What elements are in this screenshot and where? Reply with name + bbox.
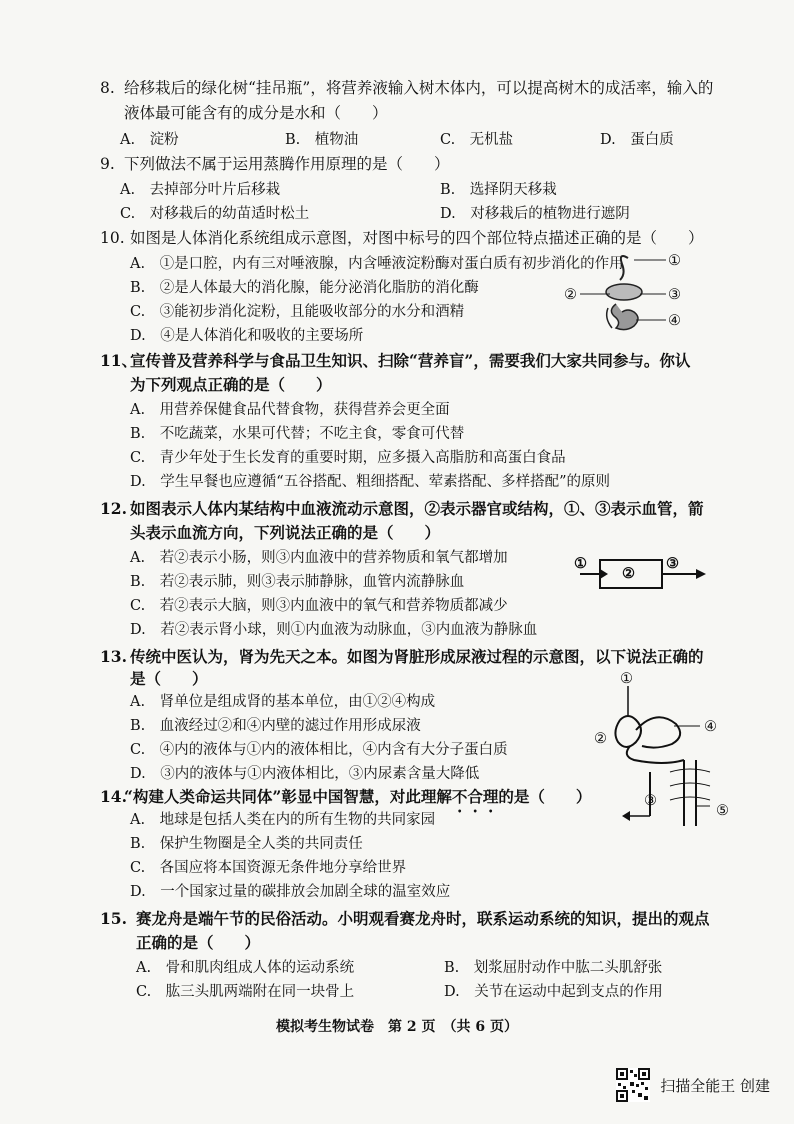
question-8-stem-line1: 给移栽后的绿化树“挂吊瓶”，将营养液输入树木体内，可以提高树木的成活率，输入的 <box>124 79 714 97</box>
digestive-label-4: ④ <box>668 313 681 329</box>
question-11-stem-line1: 宣传普及营养科学与食品卫生知识、扫除“营养盲”，需要我们大家共同参与。你认 <box>130 351 691 370</box>
page-footer: 模拟考生物试卷 第 2 页 （共 6 页） <box>276 1019 518 1035</box>
nephron-diagram <box>600 676 730 830</box>
question-9-option-a: A. 去掉部分叶片后移栽 <box>120 182 281 198</box>
question-11-stem-line2: 为下列观点正确的是（ ） <box>130 375 332 394</box>
question-12-option-b: B. 若②表示肺，则③表示肺静脉，血管内流静脉血 <box>130 574 465 590</box>
question-12-number: 12. <box>100 499 127 518</box>
nephron-label-4: ④ <box>704 719 717 735</box>
question-11-option-b: B. 不吃蔬菜，水果可代替；不吃主食，零食可代替 <box>130 426 465 442</box>
question-8-option-d: D. 蛋白质 <box>600 132 674 148</box>
question-10-option-d: D. ④是人体消化和吸收的主要场所 <box>130 328 364 344</box>
question-11-number: 11、 <box>100 351 138 370</box>
question-14-stem: “构建人类命运共同体”彰显中国智慧，对此理解不合理的是（ ） <box>124 787 592 806</box>
question-15-stem-line1: 赛龙舟是端午节的民俗活动。小明观看赛龙舟时，联系运动系统的知识，提出的观点 <box>136 909 710 928</box>
emphasized-phrase: 不合理 <box>451 787 499 806</box>
question-11-option-c: C. 青少年处于生长发育的重要时期，应多摄入高脂肪和高蛋白食品 <box>130 450 566 466</box>
question-13-option-b: B. 血液经过②和④内壁的滤过作用形成尿液 <box>130 718 421 734</box>
question-8-option-b: B. 植物油 <box>285 132 359 148</box>
question-10-number: 10. <box>100 229 125 247</box>
question-13-stem-line1: 传统中医认为，肾为先天之本。如图为肾脏形成尿液过程的示意图，以下说法正确的 <box>130 647 704 666</box>
question-9-stem: 下列做法不属于运用蒸腾作用原理的是（ ） <box>124 155 450 173</box>
question-10-option-c: C. ③能初步消化淀粉，且能吸收部分的水分和酒精 <box>130 304 465 320</box>
question-14-option-c: C. 各国应将本国资源无条件地分享给世界 <box>130 860 407 876</box>
question-14-option-b: B. 保护生物圈是全人类的共同责任 <box>130 836 363 852</box>
question-14-option-d: D. 一个国家过量的碳排放会加剧全球的温室效应 <box>130 884 451 900</box>
nephron-label-3: ③ <box>644 793 657 809</box>
question-15-option-d: D. 关节在运动中起到支点的作用 <box>444 984 663 1000</box>
scanner-watermark <box>616 1068 770 1102</box>
question-14-number: 14. <box>100 787 127 806</box>
blood-flow-label-1: ① <box>574 555 587 572</box>
question-13-option-d: D. ③内的液体与①内液体相比，③内尿素含量大降低 <box>130 766 480 782</box>
question-8-number: 8. <box>100 79 115 97</box>
question-11-option-d: D. 学生早餐也应遵循“五谷搭配、粗细搭配、荤素搭配、多样搭配”的原则 <box>130 474 611 490</box>
digestive-label-2: ② <box>564 287 577 303</box>
question-9-option-b: B. 选择阴天移栽 <box>440 182 557 198</box>
question-8-stem-line2: 液体最可能含有的成分是水和（ ） <box>124 104 388 122</box>
question-12-option-a: A. 若②表示小肠，则③内血液中的营养物质和氧气都增加 <box>130 550 508 566</box>
blood-flow-diagram <box>580 556 710 592</box>
question-10-stem: 如图是人体消化系统组成示意图，对图中标号的四个部位特点描述正确的是（ ） <box>130 229 704 247</box>
question-9-number: 9. <box>100 155 115 173</box>
question-14-option-a: A. 地球是包括人类在内的所有生物的共同家园 <box>130 812 436 828</box>
question-15-option-b: B. 划浆屈肘动作中肱二头肌舒张 <box>444 960 663 976</box>
question-13-option-a: A. 肾单位是组成肾的基本单位，由①②④构成 <box>130 694 436 710</box>
question-12-option-c: C. 若②表示大脑，则③内血液中的氧气和营养物质都减少 <box>130 598 508 614</box>
question-13-option-c: C. ④内的液体与①内的液体相比，④内含有大分子蛋白质 <box>130 742 508 758</box>
qr-code-icon <box>616 1068 650 1102</box>
question-11-option-a: A. 用营养保健食品代替食物，获得营养会更全面 <box>130 402 450 418</box>
question-12-option-d: D. 若②表示肾小球，则①内血液为动脉血，③内血液为静脉血 <box>130 622 538 638</box>
question-8-option-a: A. 淀粉 <box>120 132 179 148</box>
blood-flow-label-3: ③ <box>666 555 679 572</box>
nephron-label-5: ⑤ <box>716 803 729 819</box>
question-15-number: 15. <box>100 909 127 928</box>
question-15-stem-line2: 正确的是（ ） <box>136 933 261 952</box>
digestive-label-3: ③ <box>668 287 681 303</box>
question-9-option-c: C. 对移栽后的幼苗适时松土 <box>120 206 310 222</box>
question-15-option-c: C. 肱三头肌两端附在同一块骨上 <box>136 984 355 1000</box>
watermark-text: 扫描全能王 创建 <box>660 1076 770 1095</box>
question-10-option-b: B. ②是人体最大的消化腺，能分泌消化脂肪的消化酶 <box>130 280 479 296</box>
question-13-number: 13. <box>100 647 127 666</box>
question-9-option-d: D. 对移栽后的植物进行遮阴 <box>440 206 630 222</box>
digestive-label-1: ① <box>668 253 681 269</box>
nephron-label-1: ① <box>620 671 633 687</box>
blood-flow-label-2: ② <box>622 565 635 582</box>
question-12-stem-line1: 如图表示人体内某结构中血液流动示意图，②表示器官或结构，①、③表示血管，箭 <box>130 499 704 518</box>
question-13-stem-line2: 是（ ） <box>130 669 208 688</box>
question-15-option-a: A. 骨和肌肉组成人体的运动系统 <box>136 960 355 976</box>
nephron-label-2: ② <box>594 731 607 747</box>
question-10-option-a: A. ①是口腔，内有三对唾液腺，内含唾液淀粉酶对蛋白质有初步消化的作用 <box>130 256 624 272</box>
question-12-stem-line2: 头表示血流方向，下列说法正确的是（ ） <box>130 523 441 542</box>
question-8-option-c: C. 无机盐 <box>440 132 514 148</box>
